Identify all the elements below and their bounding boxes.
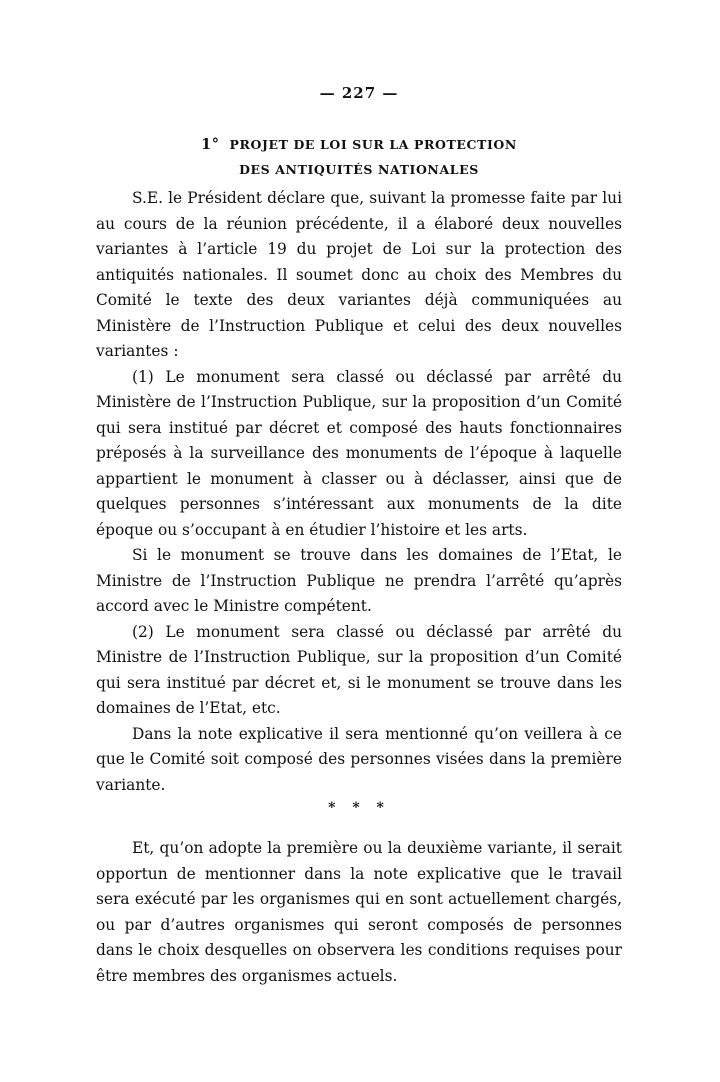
section-heading	[96, 132, 622, 157]
document-page	[96, 84, 622, 989]
page-number: — 227 —	[319, 84, 399, 102]
paragraph-variant-1: (1) Le monument sera classé ou déclassé par arrêté du Ministère de l’Instruction Publique, sur la proposition d’un Comité qui sera institué par décret et composé des hauts fonctionnaires préposés à la surveillance des monuments de l’époque à laquelle appartient le monument à classer ou à déclasser, ainsi que de quelques personnes s’intéressant aux monuments de la dite époque ou s’occupant à en étudier l’histoire et les arts.	[96, 367, 622, 539]
section-title-line-1: PROJET DE LOI SUR LA PROTECTION	[229, 137, 517, 152]
paragraph-closing: Et, qu’on adopte la première ou la deuxième variante, il serait opportun de mentionner dans la note explicative que le travail sera exécuté par les organismes qui en sont actuellement chargés, ou par d’autres organismes qui seront composés de personnes dans le choix desquelles on observera les conditions requises pour être membres des organismes actuels.	[96, 839, 622, 985]
paragraph-variant-2: (2) Le monument sera classé ou déclassé par arrêté du Ministre de l’Instruction Publique, sur la proposition d’un Comité qui sera institué par décret et, si le monument se trouve dans les domaines de l’Etat, etc.	[96, 622, 622, 717]
paragraph-explanatory-note: Dans la note explicative il sera mentionné qu’on veillera à ce que le Comité soit composé des personnes visées dans la première variante.	[96, 724, 622, 794]
section-title-line-2: DES ANTIQUITÉS NATIONALES	[239, 162, 479, 177]
paragraph-intro: S.E. le Président déclare que, suivant la promesse faite par lui au cours de la réunion précédente, il a élaboré deux nouvelles variantes à l’article 19 du projet de Loi sur la protection des antiquités nationales. Il soumet donc au choix des Membres du Comité le texte des deux variantes déjà communiquées au Ministère de l’Instruction Publique et celui des deux nouvelles variantes :	[96, 189, 622, 360]
paragraph-variant-1-note: Si le monument se trouve dans les domaines de l’Etat, le Ministre de l’Instruction Publique ne prendra l’arrêté qu’après accord avec le Ministre compétent.	[96, 546, 622, 615]
section-number: 1°	[201, 136, 220, 153]
section-separator: * * *	[328, 800, 390, 816]
